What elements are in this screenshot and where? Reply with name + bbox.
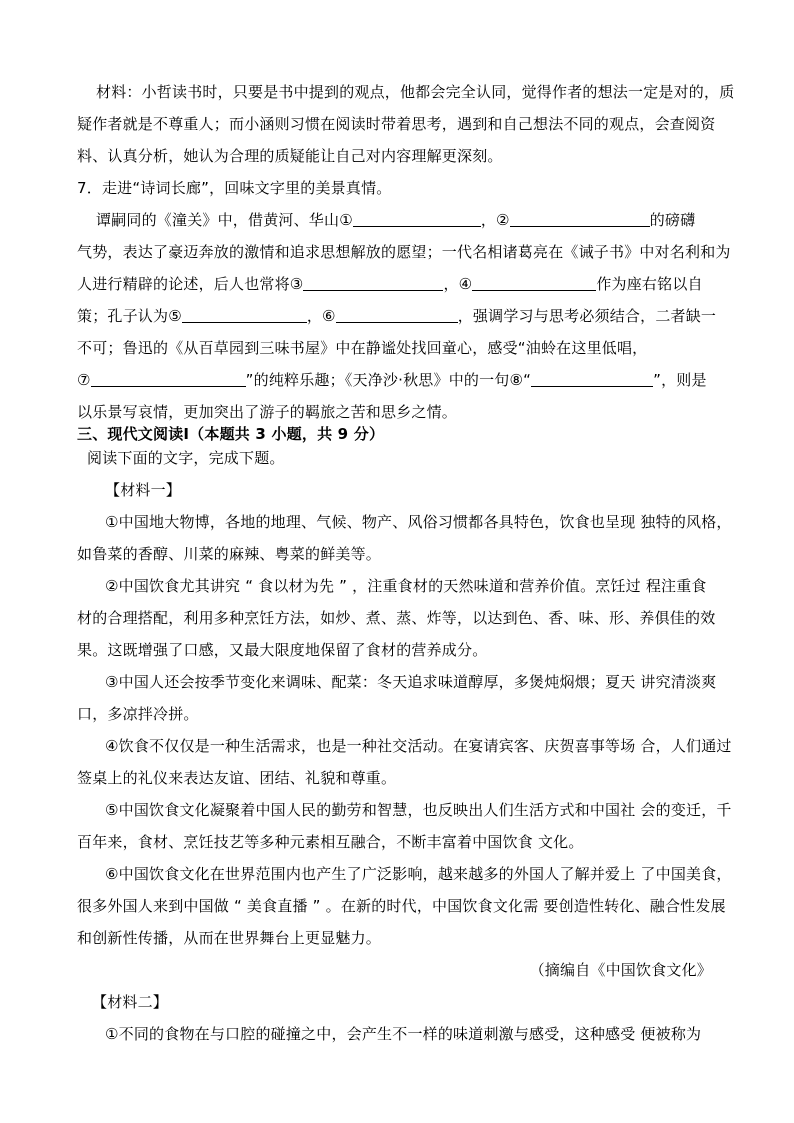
material-1-p3-line-1: ③中国人还会按季节变化来调味、配菜：冬天追求味道醇厚，多煲炖焖煨；夏天 讲究清淡爽 [105, 673, 717, 691]
q7-line4-text-c: ，强调学习与思考必须结合，二者缺一 [457, 307, 717, 325]
material-1-p6-line-1: ⑥中国饮食文化在世界范围内也产生了广泛影响，越来越多的外国人了解并爱上 了中国美食， [105, 865, 732, 883]
q7-line6-text-a: ⑦ [77, 371, 91, 389]
material-intro-line-3: 料、认真分析，她认为合理的质疑能让自己对内容理解更深刻。 [77, 147, 503, 165]
material-1-p4-line-2: 签桌上的礼仪来表达友谊、团结、礼貌和尊重。 [77, 769, 397, 787]
question-7-line-7: 以乐景写哀情，更加突出了游子的羁旅之苦和思乡之情。 [77, 403, 458, 421]
q7-line3-text-b: ，④ [443, 275, 473, 293]
answer-blank-5[interactable] [182, 307, 307, 323]
question-7-line-5: 不可；鲁迅的《从百草园到三味书屋》中在静谧处找回童心，感受“油蛉在这里低唱， [77, 339, 648, 357]
answer-blank-4[interactable] [472, 275, 596, 291]
material-intro-line-1: 材料：小哲读书时，只要是书中提到的观点，他都会完全认同，觉得作者的想法一定是对的，质 [96, 83, 735, 101]
material-1-p2-line-2: 材的合理搭配，利用多种烹饪方法，如炒、煮、蒸、炸等，以达到色、香、味、形、养俱佳的效 [77, 609, 716, 627]
material-1-source: （摘编自《中国饮食文化》 [529, 961, 712, 979]
material-1-p3-line-2: 口，多凉拌冷拼。 [77, 705, 199, 723]
material-2-p1-line-1: ①不同的食物在与口腔的碰撞之中，会产生不一样的味道刺激与感受，这种感受 便被称为 [105, 1025, 702, 1043]
question-7-line-2: 气势，表达了豪迈奔放的激情和追求思想解放的愿望；一代名相诸葛亮在《诫子书》中对名利和为 [77, 243, 731, 261]
material-intro-line-2: 疑作者就是不尊重人；而小涵则习惯在阅读时带着思考，遇到和自己想法不同的观点，会查阅资 [77, 115, 716, 133]
answer-blank-1[interactable] [353, 211, 481, 227]
answer-blank-3[interactable] [303, 275, 443, 291]
material-1-p1-line-2: 如鲁菜的香醇、川菜的麻辣、粤菜的鲜美等。 [77, 545, 382, 563]
material-1-p1-line-1: ①中国地大物博，各地的地理、气候、物产、风俗习惯都各具特色，饮食也呈现 独特的风格， [105, 513, 732, 531]
material-1-p5-line-1: ⑤中国饮食文化凝聚着中国人民的勤劳和智慧，也反映出人们生活方式和中国社 会的变迁，千 [105, 801, 732, 819]
q7-line3-text-a: 人进行精辟的论述，后人也常将③ [77, 275, 304, 293]
answer-blank-6[interactable] [336, 307, 458, 323]
q7-line1-text-a: 谭嗣同的《潼关》中，借黄河、华山① [96, 211, 353, 229]
question-7-line-4 [77, 306, 716, 326]
question-7-line-1 [96, 210, 695, 230]
answer-blank-7[interactable] [91, 371, 246, 387]
question-7-line-6 [77, 370, 707, 390]
section-3-heading: 三、现代文阅读Ⅰ（本题共 3 小题，共 9 分） [77, 425, 385, 443]
material-2-label: 【材料二】 [92, 993, 169, 1011]
material-1-p6-line-3: 和创新性传播，从而在世界舞台上更显魅力。 [77, 929, 382, 947]
q7-line4-text-b: ，⑥ [306, 307, 336, 325]
material-1-p6-line-2: 很多外国人来到中国做 “ 美食直播 ” 。在新的时代，中国饮食文化需 要创造性转化、融合性发展 [77, 897, 726, 915]
answer-blank-2[interactable] [510, 211, 650, 227]
q7-line6-text-c: ”，则是 [653, 371, 707, 389]
q7-line1-text-c: 的磅礴 [649, 211, 696, 229]
q7-line4-text-a: 策；孔子认为⑤ [77, 307, 182, 325]
material-1-p5-line-2: 百年来，食材、烹饪技艺等多种元素相互融合，不断丰富着中国饮食 文化。 [77, 833, 584, 851]
q7-line6-text-b: ”的纯粹乐趣；《天净沙·秋思》中的一句⑧“ [245, 371, 532, 389]
q7-line3-text-c: 作为座右铭以自 [596, 275, 703, 293]
answer-blank-8[interactable] [531, 371, 653, 387]
material-1-p4-line-1: ④饮食不仅仅是一种生活需求，也是一种社交活动。在宴请宾客、庆贺喜事等场 合，人们通过 [105, 737, 732, 755]
q7-line1-text-b: ，② [480, 211, 510, 229]
material-1-p2-line-1: ②中国饮食尤其讲究 “ 食以材为先 ” ，注重食材的天然味道和营养价值。烹饪过 程注重食 [105, 577, 707, 595]
material-1-p2-line-3: 果。这既增强了口感，又最大限度地保留了食材的营养成分。 [77, 641, 488, 659]
section-3-instruction: 阅读下面的文字，完成下题。 [87, 449, 285, 467]
material-1-label: 【材料一】 [105, 481, 182, 499]
question-7-line-3 [77, 274, 703, 294]
question-7-title: 7．走进“诗词长廊”，回味文字里的美景真情。 [77, 179, 392, 197]
